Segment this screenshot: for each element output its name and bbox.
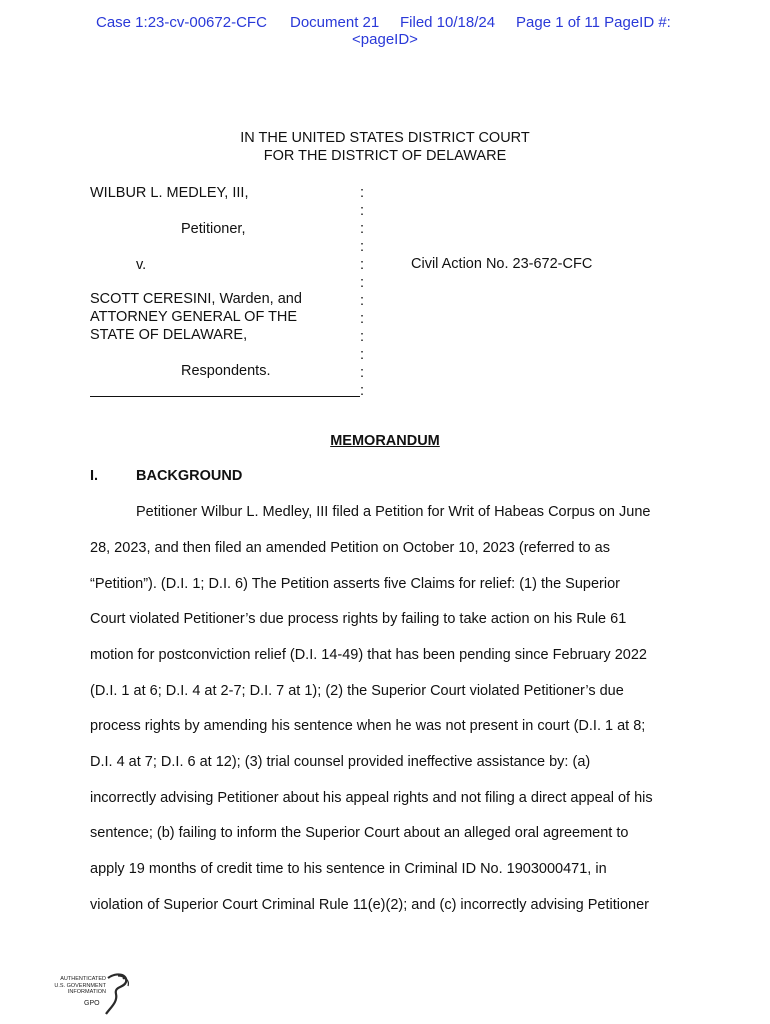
colon: : xyxy=(360,275,365,291)
colon: : xyxy=(360,185,365,201)
respondent-role: Respondents. xyxy=(181,363,271,379)
colon: : xyxy=(360,347,365,363)
respondent-line-1: SCOTT CERESINI, Warden, and xyxy=(90,291,302,307)
body-line: violation of Superior Court Criminal Rule 11(e)(2); and (c) incorrectly advising Petitioner xyxy=(90,897,650,913)
body-line: motion for postconviction relief (D.I. 14-49) that has been pending since February 2022 xyxy=(90,647,647,663)
body-line: sentence; (b) failing to inform the Superior Court about an alleged oral agreement to xyxy=(90,825,629,841)
court-line-1: IN THE UNITED STATES DISTRICT COURT xyxy=(240,130,530,146)
page-info: Page 1 of 11 PageID #: xyxy=(516,14,671,31)
colon: : xyxy=(360,239,365,255)
body-line: incorrectly advising Petitioner about his appeal rights and not filing a direct appeal of his xyxy=(90,790,653,806)
caption-rule xyxy=(90,396,360,397)
body-line: “Petition”). (D.I. 1; D.I. 6) The Petition asserts five Claims for relief: (1) the Superior xyxy=(90,576,620,592)
document-number: Document 21 xyxy=(290,14,380,31)
versus: v. xyxy=(136,257,147,273)
body-line: 28, 2023, and then filed an amended Petition on October 10, 2023 (referred to as xyxy=(90,540,610,556)
memorandum-title: MEMORANDUM xyxy=(330,433,440,449)
body-line: D.I. 4 at 7; D.I. 6 at 12); (3) trial counsel provided ineffective assistance by: (a) xyxy=(90,754,591,770)
section-number: I. xyxy=(90,468,99,484)
colon: : xyxy=(360,329,365,345)
gpo-authentication-logo xyxy=(44,972,134,1018)
gpo-line-2: U.S. GOVERNMENT xyxy=(54,982,106,989)
petitioner-name: WILBUR L. MEDLEY, III, xyxy=(90,185,249,201)
gpo-label: GPO xyxy=(84,1000,100,1007)
colon: : xyxy=(360,293,365,309)
section-title: BACKGROUND xyxy=(136,468,243,484)
petitioner-role: Petitioner, xyxy=(181,221,246,237)
court-line-2: FOR THE DISTRICT OF DELAWARE xyxy=(263,148,507,164)
filed-date: Filed 10/18/24 xyxy=(400,14,496,31)
gpo-line-1: AUTHENTICATED xyxy=(60,976,106,982)
gpo-logo-text xyxy=(44,976,106,996)
colon: : xyxy=(360,203,365,219)
eagle-icon xyxy=(104,972,132,1016)
respondent-line-3: STATE OF DELAWARE, xyxy=(90,327,248,343)
page-id: <pageID> xyxy=(352,31,418,48)
court-heading xyxy=(0,129,770,165)
colon: : xyxy=(360,221,365,237)
body-line: apply 19 months of credit time to his sentence in Criminal ID No. 1903000471, in xyxy=(90,861,607,877)
body-line: Petitioner Wilbur L. Medley, III filed a Petition for Writ of Habeas Corpus on June xyxy=(136,504,651,520)
colon: : xyxy=(360,311,365,327)
body-line: (D.I. 1 at 6; D.I. 4 at 2-7; D.I. 7 at 1); (2) the Superior Court violated Petitioner’s due xyxy=(90,683,624,699)
case-number: Case 1:23-cv-00672-CFC xyxy=(96,14,267,31)
body-line: Court violated Petitioner’s due process rights by failing to take action on his Rule 61 xyxy=(90,611,627,627)
colon: : xyxy=(360,257,365,273)
gpo-line-3: INFORMATION xyxy=(67,989,106,995)
colon: : xyxy=(360,383,365,399)
civil-action-number: Civil Action No. 23-672-CFC xyxy=(411,256,593,272)
body-line: process rights by amending his sentence when he was not present in court (D.I. 1 at 8; xyxy=(90,718,646,734)
colon: : xyxy=(360,365,365,381)
respondent-line-2: ATTORNEY GENERAL OF THE xyxy=(90,309,298,325)
